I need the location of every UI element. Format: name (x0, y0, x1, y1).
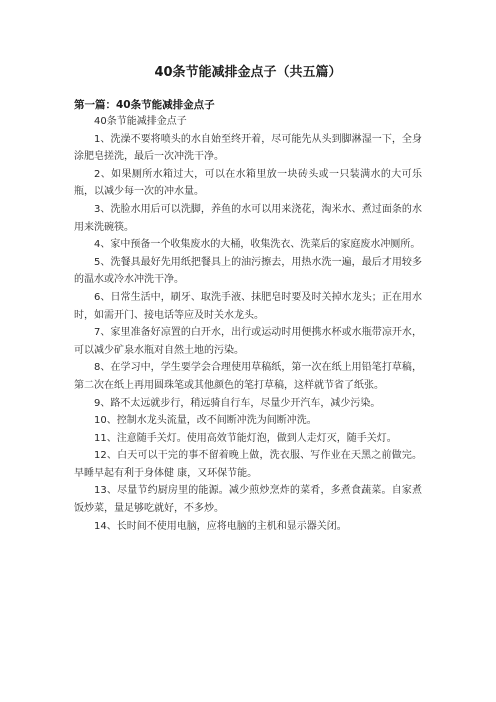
tip-paragraph-8: 8、在学习中，学生要学会合理使用草稿纸，第一次在纸上用铅笔打草稿，第二次在纸上再用圆珠笔或其他颜色的笔打草稿，这样就节省了纸张。 (74, 362, 422, 391)
tip-paragraph-10: 10、控制水龙头流量，改不间断冲洗为间断冲洗。 (94, 415, 317, 427)
tip-paragraph-5: 5、洗餐具最好先用纸把餐具上的油污擦去，用热水洗一遍，最后才用较多的温水或冷水冲洗干净。 (74, 256, 422, 286)
tip-paragraph-2: 2、如果厕所水箱过大，可以在水箱里放一块砖头或一只装满水的大可乐瓶，以减少每一次的冲水量。 (74, 168, 422, 198)
section-heading: 第一篇：40条节能减排金点子 (74, 99, 215, 111)
tip-paragraph-11: 11、注意随手关灯。使用高效节能灯泡，做到人走灯灭，随手关灯。 (94, 432, 397, 444)
tip-paragraph-3: 3、洗脸水用后可以洗脚，养鱼的水可以用来浇花，淘米水、煮过面条的水用来洗碗筷。 (74, 203, 422, 233)
document-body (74, 113, 422, 535)
tip-paragraph-13: 13、尽量节约厨房里的能源。减少煎炒烹炸的菜肴，多煮食蔬菜。自家煮饭炒菜，量足够吃就好，不多炒。 (74, 485, 422, 515)
tip-paragraph-14: 14、长时间不使用电脑，应将电脑的主机和显示器关闭。 (94, 520, 347, 532)
tip-paragraph-12: 12、白天可以干完的事不留着晚上做，洗衣服、写作业在天黑之前做完。早睡早起有利于身体健 康，又环保节能。 (74, 450, 422, 479)
tip-paragraph-9: 9、路不太远就步行，稍远骑自行车，尽量少开汽车，减少污染。 (94, 397, 381, 409)
tip-paragraph-7: 7、家里准备好凉置的白开水，出行或运动时用便携水杯或水瓶带凉开水，可以减少矿泉水瓶对自然土地的污染。 (74, 327, 422, 356)
tip-paragraph-1: 1、洗澡不要将喷头的水自始至终开着，尽可能先从头到脚淋湿一下，全身涂肥皂搓洗，最后一次冲洗干净。 (74, 133, 422, 163)
subtitle-paragraph: 40条节能减排金点子 (94, 116, 187, 127)
tip-paragraph-4: 4、家中预备一个收集废水的大桶，收集洗衣、洗菜后的家庭废水冲厕所。 (94, 239, 421, 251)
document-title: 40条节能减排金点子（共五篇） (154, 65, 342, 80)
tip-paragraph-6: 6、日常生活中，刷牙、取洗手液、抹肥皂时要及时关掉水龙头；正在用水时，如需开门、接电话等应及时关水龙头。 (74, 291, 422, 321)
